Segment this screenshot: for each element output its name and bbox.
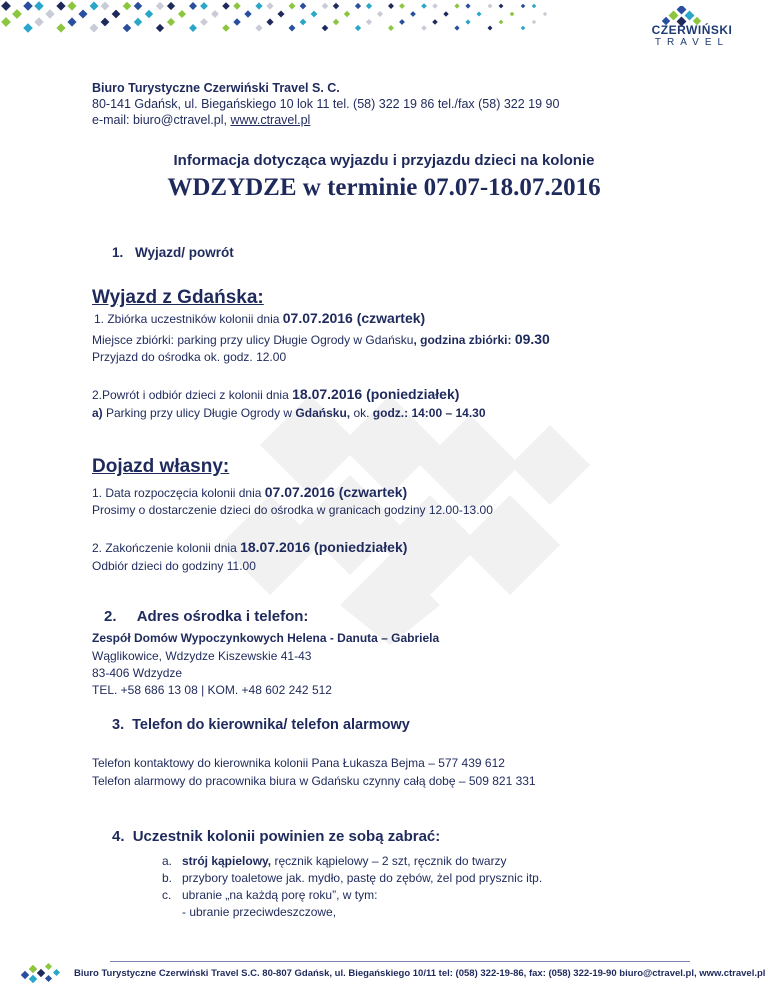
pattern-diamond [12, 9, 22, 19]
dojazd-end-date: 18.07.2016 (poniedziałek) [240, 539, 408, 555]
pattern-diamond [189, 2, 197, 10]
pattern-diamond [90, 2, 99, 11]
pattern-diamond [67, 17, 76, 26]
company-address: 80-141 Gdańsk, ul. Biegańskiego 10 lok 11 tel. (58) 322 19 86 tel./fax (58) 322 19 90 [92, 97, 560, 111]
pattern-diamond [255, 24, 262, 31]
pattern-diamond [67, 1, 76, 10]
pattern-diamond [56, 1, 65, 10]
pattern-diamond [244, 10, 251, 17]
wyjazd-heading: Wyjazd z Gdańska: [92, 287, 264, 308]
section-2-number: 2. [104, 608, 117, 625]
pattern-diamond [399, 3, 405, 9]
list-item-b [162, 870, 542, 887]
pattern-diamond [333, 19, 340, 26]
dojazd-line-1 [92, 484, 407, 502]
wyjazd-time-label: , godzina zbiórki: [413, 333, 515, 347]
list-item-c [162, 887, 377, 904]
manager-phone-line: Telefon kontaktowy do kierownika kolonii Pana Łukasza Bejma – 577 439 612 [92, 756, 505, 770]
footer-diamonds-icon [18, 962, 64, 986]
powrot-parking-text: Parking przy ulicy Długie Ogrody w [102, 406, 296, 420]
pattern-diamond [499, 4, 504, 9]
list-marker-b: b. [162, 871, 173, 885]
section-1-heading [112, 245, 234, 260]
pattern-diamond [222, 24, 230, 32]
section-4-number: 4. [112, 828, 125, 845]
powrot-time: godz.: 14:00 – 14.30 [372, 406, 486, 420]
pattern-diamond [289, 25, 296, 32]
pattern-diamond [521, 26, 526, 31]
pattern-diamond [222, 2, 230, 10]
pattern-diamond [56, 23, 65, 32]
pattern-diamond [189, 24, 197, 32]
pattern-diamond [200, 18, 208, 26]
info-heading: Informacja dotycząca wyjazdu i przyjazdu dzieci na kolonie [173, 152, 595, 169]
list-item-b-text: przybory toaletowe jak. mydło, pastę do zębów, żel pod prysznic itp. [182, 871, 543, 885]
pattern-diamond [123, 2, 132, 11]
pattern-diamond [23, 23, 33, 33]
company-info [92, 80, 559, 128]
powrot-text: 2.Powrót i odbiór dzieci z kolonii dnia [92, 388, 293, 402]
pattern-diamond [134, 18, 143, 27]
wyjazd-line-2 [92, 331, 550, 349]
pattern-diamond [399, 19, 405, 25]
wyjazd-time: 09.30 [514, 331, 550, 347]
pattern-diamond [443, 11, 448, 16]
pattern-diamond [34, 1, 44, 11]
pattern-diamond [200, 2, 208, 10]
pattern-diamond [488, 26, 493, 31]
resort-address-2: 83-406 Wdzydze [92, 666, 183, 680]
pattern-diamond [112, 10, 121, 19]
section-4-heading [112, 828, 440, 845]
pattern-diamond [377, 11, 383, 17]
pattern-diamond [366, 19, 372, 25]
pattern-diamond [34, 17, 44, 27]
powrot-date: 18.07.2016 (poniedziałek) [292, 386, 460, 402]
dojazd-line-4: Odbiór dzieci do godziny 11.00 [92, 559, 256, 573]
top-diamond-pattern [0, 0, 560, 40]
footer-text: Biuro Turystyczne Czerwiński Travel S.C. 80-807 Gdańsk, ul. Biegańskiego 10/11 tel: (058) 322-19-86, fax: (058) 322-19-90 biuro@ctravel.pl, www.ctravel.pl [74, 968, 766, 979]
pattern-diamond [366, 3, 372, 9]
pattern-diamond [388, 3, 394, 9]
list-item-a-text: ręcznik kąpielowy – 2 szt, ręcznik do twarzy [271, 854, 507, 868]
section-1-number: 1. [112, 245, 124, 260]
pattern-diamond [532, 20, 537, 25]
pattern-diamond [454, 3, 459, 8]
company-website-link[interactable]: www.ctravel.pl [230, 113, 311, 127]
list-marker-c: c. [162, 888, 172, 902]
powrot-city: Gdańsku, [295, 406, 351, 420]
list-item-a-bold: strój kąpielowy, [182, 854, 272, 868]
pattern-diamond [78, 9, 87, 18]
pattern-diamond [421, 25, 427, 31]
wyjazd-line-3: Przyjazd do ośrodka ok. godz. 12.00 [92, 350, 287, 364]
pattern-diamond [432, 3, 438, 9]
resort-name: Zespół Domów Wypoczynkowych Helena - Danuta – Gabriela [92, 631, 440, 645]
pattern-diamond [167, 2, 175, 10]
dojazd-heading: Dojazd własny: [92, 456, 230, 477]
dojazd-end-text: 2. Zakończenie kolonii dnia [92, 541, 241, 555]
pattern-diamond [410, 11, 416, 17]
pattern-diamond [211, 10, 219, 18]
section-3-number: 3. [112, 717, 125, 733]
company-name: Biuro Turystyczne Czerwiński Travel S. C. [92, 81, 340, 95]
section-4-title: Uczestnik kolonii powinien ze sobą zabrać: [132, 828, 441, 845]
pattern-diamond [432, 19, 438, 25]
pattern-diamond [90, 24, 99, 33]
dojazd-line-3 [92, 539, 407, 557]
pattern-diamond [1, 1, 11, 11]
pattern-diamond [421, 3, 427, 9]
resort-phones: TEL. +58 686 13 08 | KOM. +48 602 242 512 [92, 683, 332, 697]
pattern-diamond [510, 12, 515, 17]
pattern-diamond [156, 2, 164, 10]
pattern-diamond [488, 4, 493, 9]
pattern-diamond [1, 17, 11, 27]
pattern-diamond [145, 10, 153, 18]
wyjazd-line-1-text: 1. Zbiórka uczestników kolonii dnia [94, 312, 283, 326]
section-2-title: Adres ośrodka i telefon: [136, 608, 309, 625]
wyjazd-place: Miejsce zbiórki: parking przy ulicy Długie Ogrody w Gdańsku [92, 333, 414, 347]
list-item-a [162, 853, 507, 870]
company-contact [92, 112, 559, 128]
pattern-diamond [355, 3, 361, 9]
pattern-diamond [311, 11, 318, 18]
resort-address-1: Wąglikowice, Wdzydze Kiszewskie 41-43 [92, 649, 312, 663]
list-marker-a: a. [162, 854, 173, 868]
pattern-diamond [300, 3, 307, 10]
pattern-diamond [355, 25, 361, 31]
pattern-diamond [300, 19, 307, 26]
logo-name: CZERWIŃSKI [651, 23, 733, 37]
wyjazd-line-1 [94, 310, 425, 328]
pattern-diamond [101, 2, 110, 11]
section-2-heading [104, 608, 308, 625]
pattern-diamond [333, 3, 340, 10]
pattern-diamond [499, 20, 504, 25]
list-item-c-sub: - ubranie przeciwdeszczowe, [182, 905, 337, 919]
logo [642, 24, 742, 48]
emergency-phone-line: Telefon alarmowy do pracownika biura w Gdańsku czynny całą dobę – 509 821 331 [92, 774, 536, 788]
logo-subtitle: TRAVEL [654, 37, 730, 48]
pattern-diamond [344, 11, 350, 17]
powrot-approx: ok. [350, 406, 373, 420]
dojazd-start-text: 1. Data rozpoczęcia kolonii dnia [92, 486, 265, 500]
pattern-diamond [233, 18, 241, 26]
pattern-diamond [465, 19, 470, 24]
pattern-diamond [101, 18, 110, 27]
powrot-item-marker: a) [92, 406, 103, 420]
pattern-diamond [289, 3, 296, 10]
wyjazd-date: 07.07.2016 (czwartek) [282, 310, 426, 326]
list-item-c-text: ubranie „na każdą porę roku”, w tym: [182, 888, 378, 902]
section-1-title: Wyjazd/ powrót [135, 245, 234, 260]
pattern-diamond [45, 9, 54, 18]
pattern-diamond [277, 10, 284, 17]
company-email: e-mail: biuro@ctravel.pl, [92, 113, 227, 127]
pattern-diamond [123, 24, 132, 33]
pattern-diamond [266, 2, 273, 9]
pattern-diamond [233, 2, 241, 10]
pattern-diamond [23, 1, 33, 11]
pattern-diamond [266, 18, 273, 25]
pattern-diamond [156, 24, 164, 32]
footer-divider [110, 961, 690, 962]
pattern-diamond [178, 10, 186, 18]
powrot-line [92, 386, 459, 404]
pattern-diamond [167, 18, 175, 26]
pattern-diamond [465, 3, 470, 8]
pattern-diamond [255, 2, 262, 9]
pattern-diamond [388, 25, 394, 31]
section-3-heading [112, 717, 410, 733]
dojazd-line-2: Prosimy o dostarczenie dzieci do ośrodka w granicach godziny 12.00-13.00 [92, 503, 493, 517]
pattern-diamond [322, 3, 329, 10]
powrot-parking-line [92, 405, 486, 422]
pattern-diamond [476, 11, 481, 16]
pattern-diamond [543, 12, 547, 16]
dojazd-start-date: 07.07.2016 (czwartek) [264, 484, 408, 500]
section-3-title: Telefon do kierownika/ telefon alarmowy [132, 717, 410, 733]
pattern-diamond [134, 2, 143, 11]
page-title: WDZYDZE w terminie 07.07-18.07.2016 [167, 174, 601, 201]
pattern-diamond [532, 4, 537, 9]
pattern-diamond [521, 4, 526, 9]
pattern-diamond [322, 25, 329, 32]
pattern-diamond [454, 25, 459, 30]
